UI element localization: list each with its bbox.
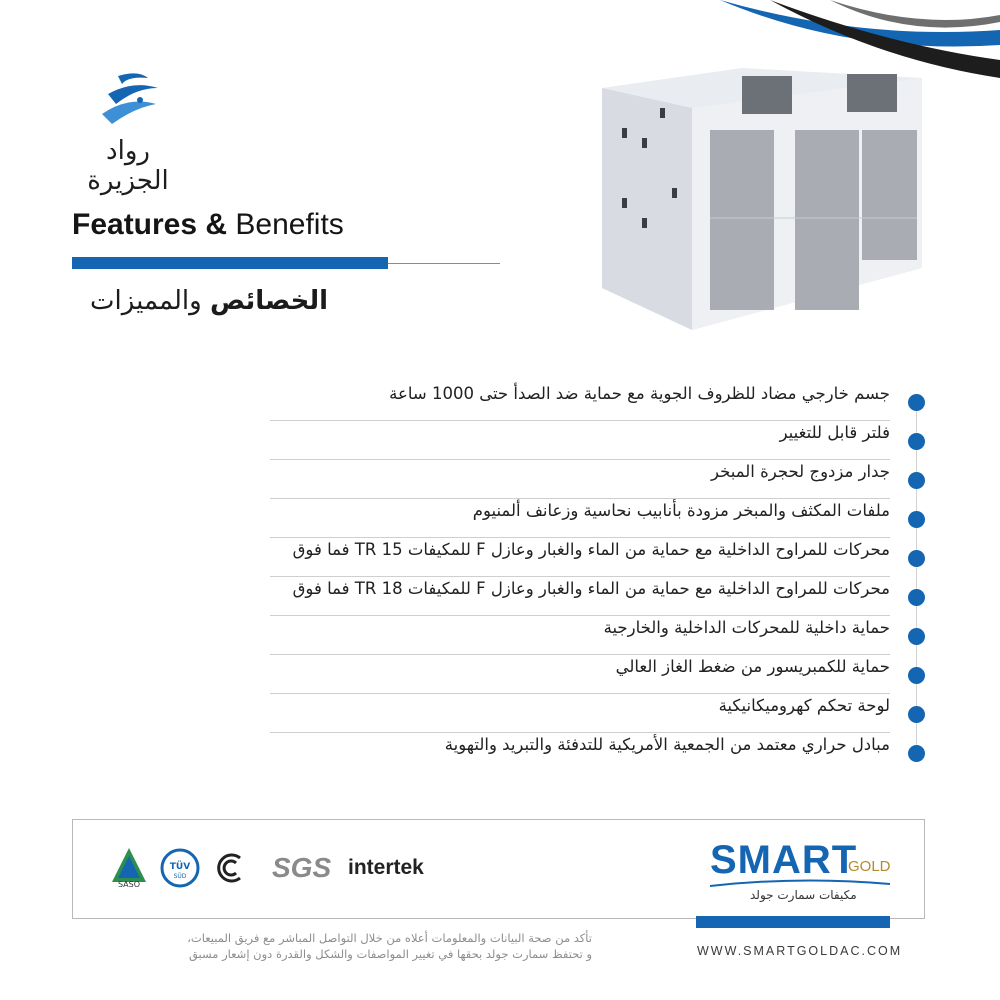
logo-wave-icon <box>98 70 168 132</box>
logo-text: رواد الجزيرة <box>87 136 169 196</box>
feature-text: محركات للمراوح الداخلية مع حماية من الماء والغبار وعازل F للمكيفات 18 TR فما فوق <box>292 579 890 598</box>
ac-unit-image <box>592 68 930 330</box>
disclaimer-line-1: تأكد من صحة البيانات والمعلومات أعلاه من خلال التواصل المباشر مع فريق المبيعات، <box>187 931 592 945</box>
disclaimer <box>72 930 592 962</box>
brand-arabic: مكيفات سمارت جولد <box>750 888 857 902</box>
title-bold: Features & <box>72 208 228 241</box>
brand-bar <box>696 916 890 928</box>
tuv-text: TÜV <box>169 862 191 872</box>
list-item <box>150 577 940 616</box>
tuv-logo-icon <box>160 848 200 888</box>
sgs-logo: SGS <box>272 852 332 883</box>
brand-swoosh-icon <box>710 878 890 888</box>
bullet-icon <box>908 472 925 489</box>
arabic-title-bold: الخصائص <box>209 286 328 316</box>
saso-logo-icon <box>108 846 150 888</box>
list-item <box>150 460 940 499</box>
bullet-icon <box>908 394 925 411</box>
g-mark-logo-icon <box>212 850 248 886</box>
bullet-icon <box>908 706 925 723</box>
disclaimer-line-2: و تحتفظ سمارت جولد بحقها في تغيير المواصفات والشكل والقدرة دون إشعار مسبق <box>188 947 592 961</box>
list-item <box>150 616 940 655</box>
list-item <box>150 733 940 772</box>
feature-text: حماية للكمبريسور من ضغط الغاز العالي <box>615 657 890 676</box>
arabic-title <box>90 286 328 316</box>
bullet-icon <box>908 433 925 450</box>
intertek-logo: intertek <box>348 856 424 879</box>
feature-text: حماية داخلية للمحركات الداخلية والخارجية <box>603 618 890 637</box>
feature-text: محركات للمراوح الداخلية مع حماية من الماء والغبار وعازل F للمكيفات 15 TR فما فوق <box>292 540 890 559</box>
bullet-icon <box>908 550 925 567</box>
smartgold-logo <box>710 838 900 908</box>
brand-word: SMART <box>710 838 858 882</box>
bullet-icon <box>908 667 925 684</box>
list-item <box>150 694 940 733</box>
arabic-title-light: والمميزات <box>90 286 202 316</box>
feature-text: فلتر قابل للتغيير <box>779 423 890 442</box>
bullet-icon <box>908 511 925 528</box>
list-item <box>150 538 940 577</box>
list-item <box>150 655 940 694</box>
feature-text: لوحة تحكم كهروميكانيكية <box>718 696 890 715</box>
feature-text: مبادل حراري معتمد من الجمعية الأمريكية للتدفئة والتبريد والتهوية <box>444 735 890 754</box>
title-underline-bar <box>72 257 388 269</box>
feature-text: جدار مزدوج لحجرة المبخر <box>710 462 890 481</box>
title-underline-line <box>388 263 500 264</box>
bullet-icon <box>908 589 925 606</box>
bullet-icon <box>908 628 925 645</box>
brand-gold: GOLD <box>848 858 891 875</box>
bullet-icon <box>908 745 925 762</box>
page-title <box>72 208 344 242</box>
saso-text: SASO <box>117 880 141 888</box>
list-item <box>150 421 940 460</box>
feature-text: ملفات المكثف والمبخر مزودة بأنابيب نحاسية وزعانف ألمنيوم <box>472 501 890 520</box>
list-item <box>150 382 940 421</box>
tuv-sub-text: SÜD <box>173 873 187 880</box>
features-list <box>150 382 940 772</box>
list-item <box>150 499 940 538</box>
website-link[interactable]: WWW.SMARTGOLDAC.COM <box>697 944 903 958</box>
title-light: Benefits <box>235 208 344 241</box>
brand-logo <box>68 70 198 196</box>
feature-text: جسم خارجي مضاد للظروف الجوية مع حماية ضد الصدأ حتى 1000 ساعة <box>389 384 890 403</box>
